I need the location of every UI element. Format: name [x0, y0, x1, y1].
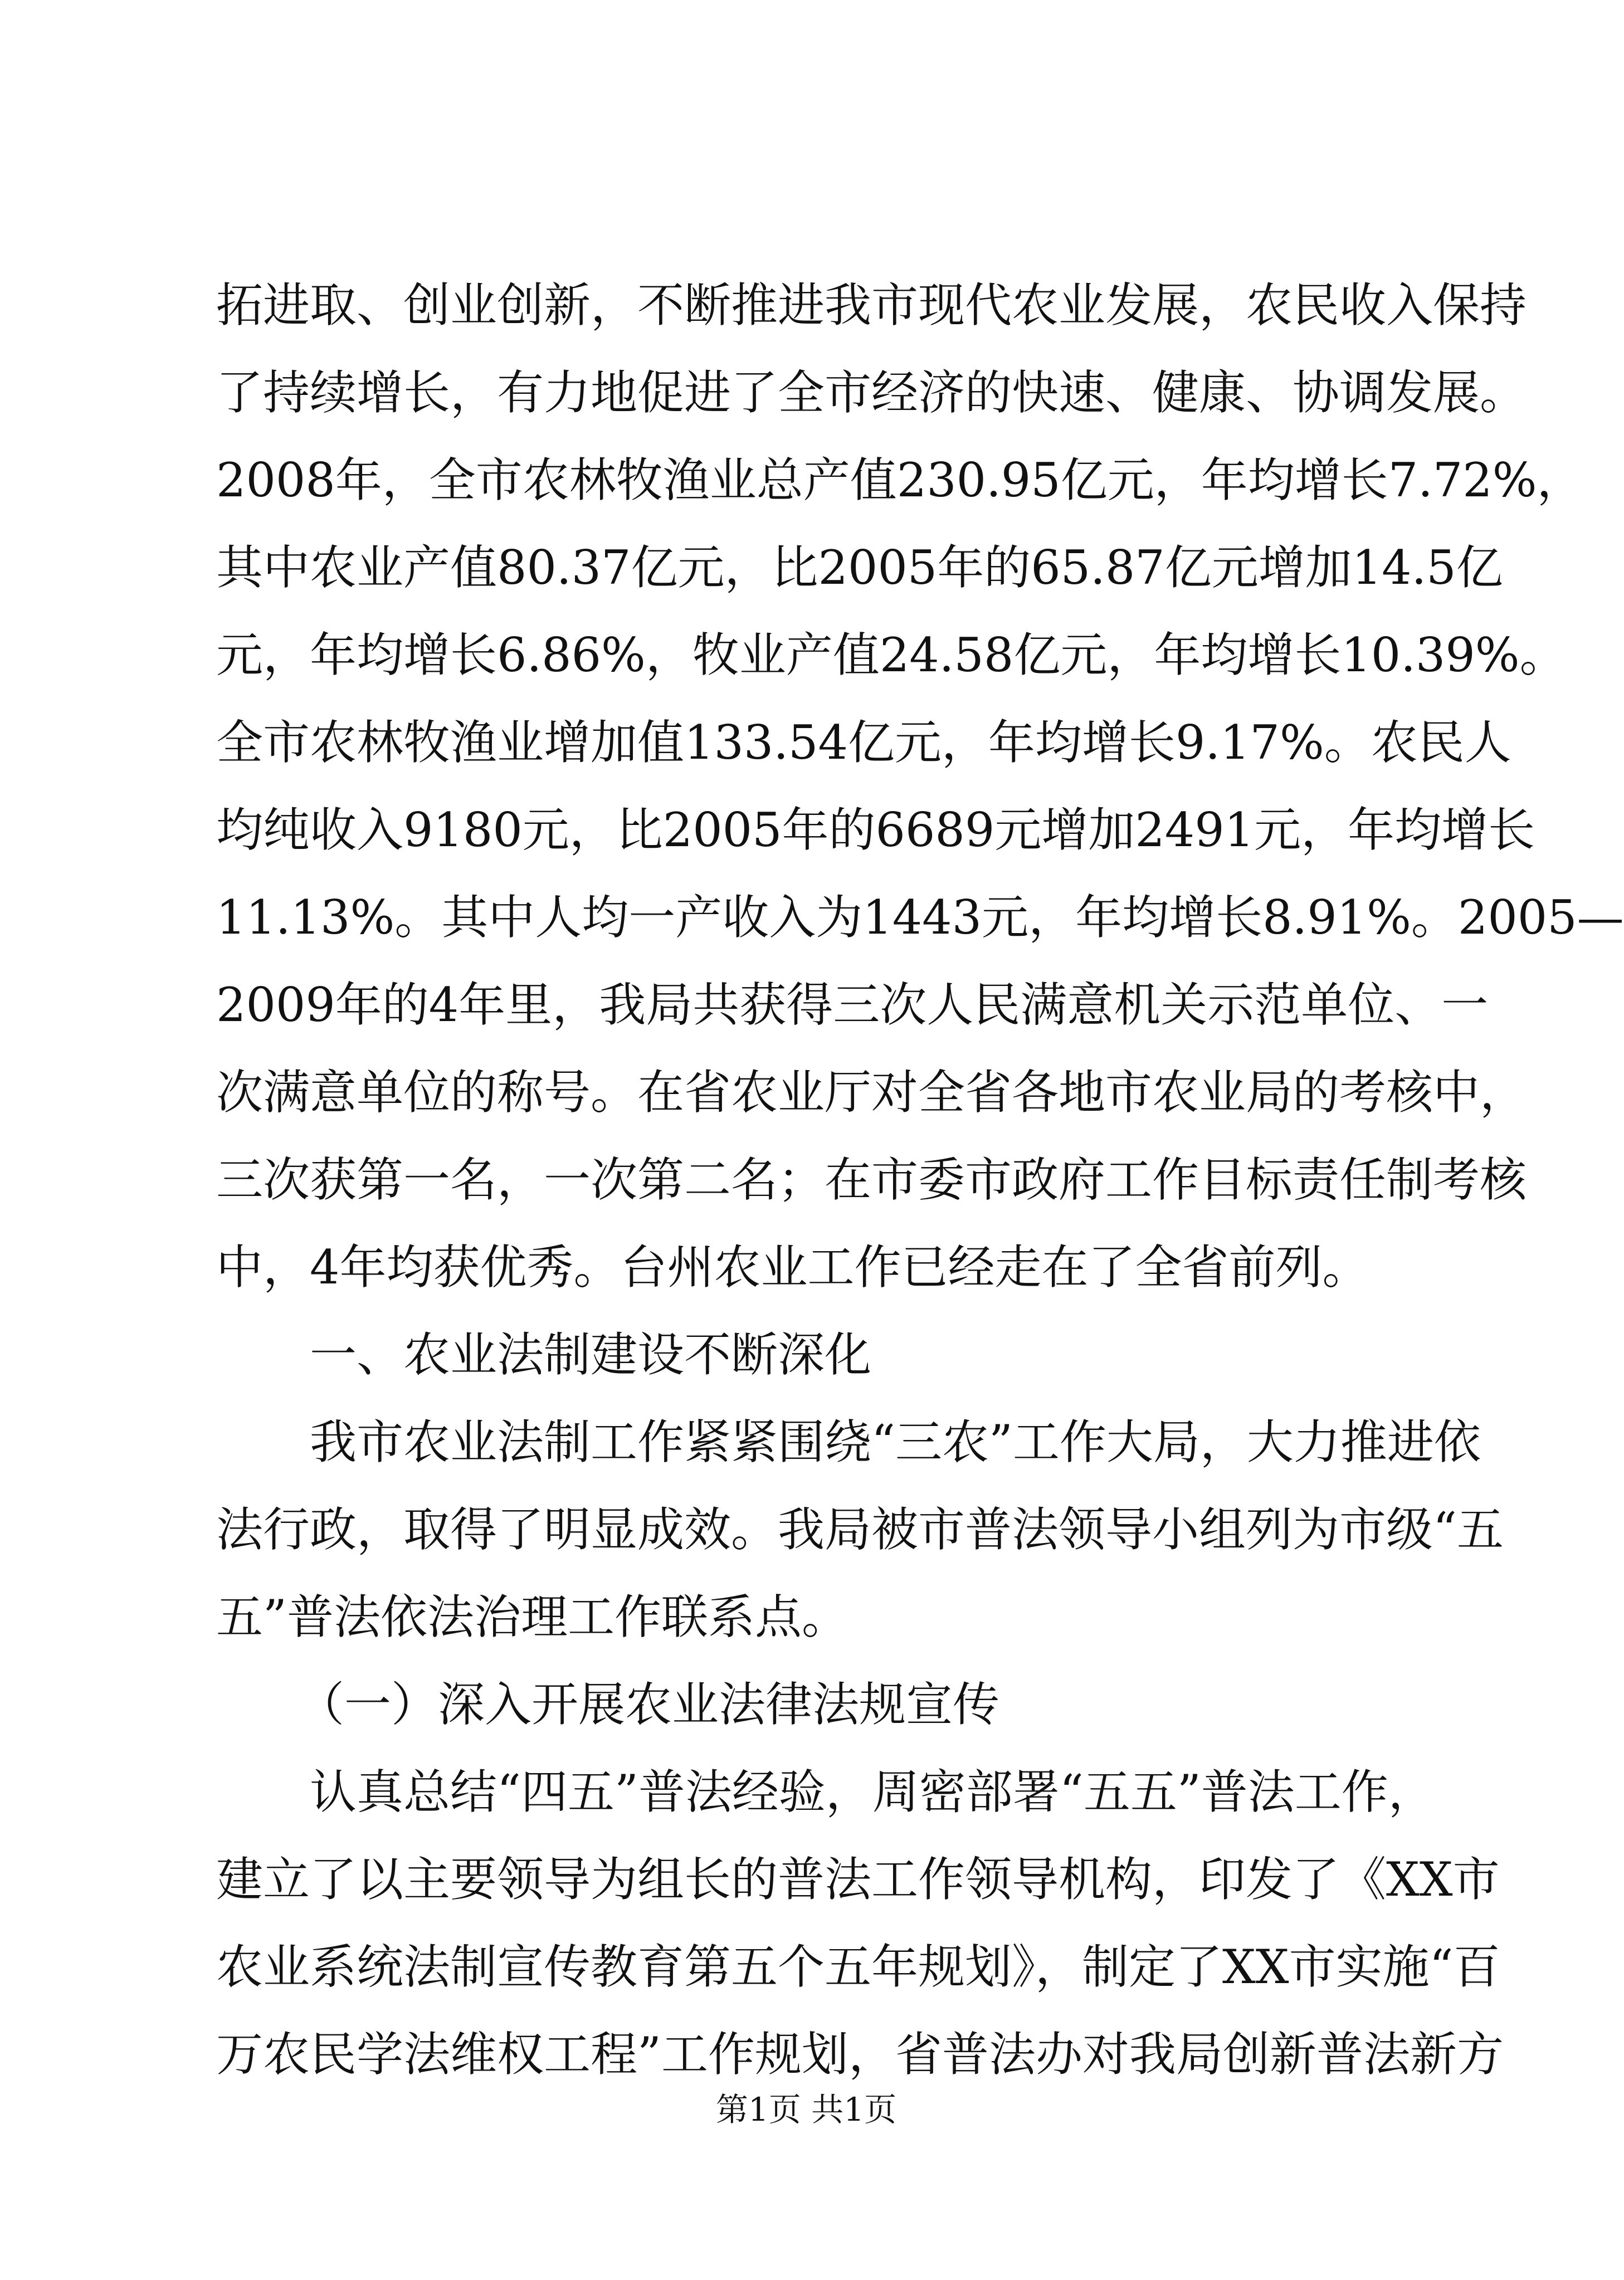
text-line: 我市农业法制工作紧紧围绕“三农”工作大局，大力推进依: [310, 1415, 1481, 1469]
text-line: 农业系统法制宣传教育第五个五年规划》，制定了XX市实施“百: [216, 1940, 1500, 1994]
text-line: 2009年的4年里，我局共获得三次人民满意机关示范单位、一: [216, 978, 1489, 1032]
text-line: 次满意单位的称号。在省农业厅对全省各地市农业局的考核中，: [216, 1065, 1527, 1120]
text-line: 法行政，取得了明显成效。我局被市普法领导小组列为市级“五: [216, 1502, 1504, 1557]
section-heading: 一、农业法制建设不断深化: [310, 1327, 872, 1382]
text-line: 其中农业产值80.37亿元，比2005年的65.87亿元增加14.5亿: [216, 540, 1503, 595]
text-line: 11.13%。其中人均一产收入为1443元，年均增长8.91%。2005—: [216, 890, 1624, 945]
text-line: 2008年，全市农林牧渔业总产值230.95亿元，年均增长7.72%，: [216, 453, 1584, 507]
subsection-heading: （一）深入开展农业法律法规宣传: [298, 1677, 1000, 1732]
text-line: 元，年均增长6.86%，牧业产值24.58亿元，年均增长10.39%。: [216, 628, 1567, 682]
text-line: 五”普法依法治理工作联系点。: [216, 1590, 848, 1644]
text-line: 全市农林牧渔业增加值133.54亿元，年均增长9.17%。农民人: [216, 715, 1511, 770]
document-body: [216, 262, 1624, 2098]
text-line: 建立了以主要领导为组长的普法工作领导机构，印发了《XX市: [216, 1852, 1500, 1907]
text-line: 三次获第一名，一次第二名；在市委市政府工作目标责任制考核: [216, 1153, 1527, 1207]
page-footer: 第1页 共1页: [715, 2091, 897, 2128]
text-line: 拓进取、创业创新，不断推进我市现代农业发展，农民收入保持: [216, 278, 1527, 333]
text-line: 均纯收入9180元，比2005年的6689元增加2491元，年均增长: [216, 803, 1535, 857]
text-line: 认真总结“四五”普法经验，周密部署“五五”普法工作，: [310, 1765, 1435, 1819]
text-line: 万农民学法维权工程”工作规划，省普法办对我局创新普法新方: [216, 2027, 1504, 2082]
text-line: 中，4年均获优秀。台州农业工作已经走在了全省前列。: [216, 1240, 1369, 1295]
text-line: 了持续增长，有力地促进了全市经济的快速、健康、协调发展。: [216, 365, 1527, 420]
